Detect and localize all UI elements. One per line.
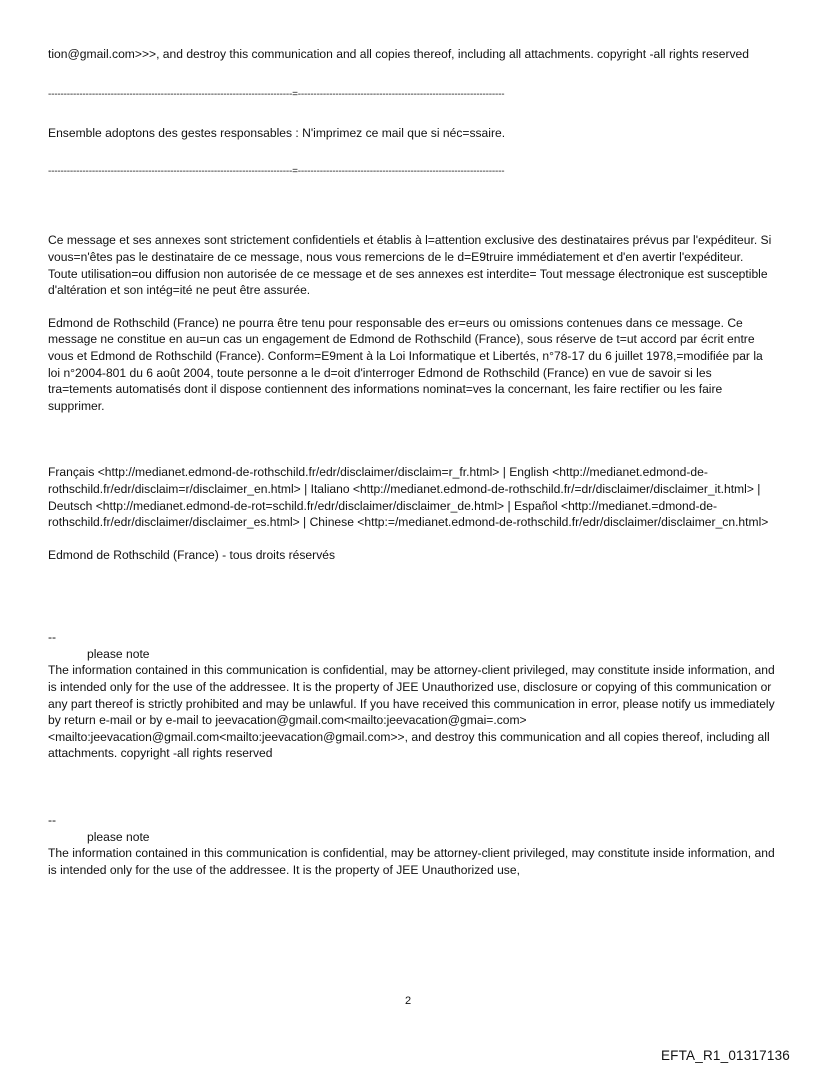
- confidentiality-notice: The information contained in this communication is confidential, may be attorney-client privileged, may constitute inside information, and is intended only for the use of the addressee. It is the property of JEE Unauthorized use, disclosure or copying of this communication or any part thereof is strictly prohibited and may be unlawful. If you have received this communication in error, please notify us immediately by return e-mail or by e-mail to jeevacation@gmail.com<mailto:jeevacation@gmai=.com><mailto:jeevacation@gmail.com<mailto:jeevacation@gmail.com>>, and destroy this communication and all copies thereof, including all attachments. copyright -all rights reserved: [48, 663, 775, 761]
- french-disclaimer-paragraph: Ce message et ses annexes sont strictement confidentiels et établis à l=attention exclusive des destinataires prévus par l'expéditeur. Si vous=n'êtes pas le destinataire de ce message, nous vous remercions de le d=E9truire immédiatement et d'en avertir l'expéditeur. Toute utilisation=ou diffusion non autorisée de ce message et de ses annexes est interdite= Tout message électronique est susceptible d'altération et son intég=ité ne peut être assurée.: [48, 233, 772, 298]
- page-number: 2: [404, 995, 412, 1007]
- separator-line: ------------------------------------------------------------------------------=------------------------------------------------------------------: [48, 165, 505, 177]
- signature-separator: --: [48, 813, 57, 828]
- language-links-paragraph: Français <http://medianet.edmond-de-rothschild.fr/edr/disclaimer/disclaim=r_fr.html> | English <http://medianet.edmond-de-rothschild.fr/edr/disclaim=r/disclaimer_en.html> | Italiano <http://medianet.edmond-de-rothschild.fr/=dr/disclaimer/disclaimer_it.html> | Deutsch <http://medianet.edmond-de-rot=schild.fr/edr/disclaimer/disclaimer_de.html> | Español <http://medianet.=dmond-de-rothschild.fr/edr/disclaimer/disclaimer_es.html> | Chinese <http:=/medianet.edmond-de-rothschild.fr/edr/disclaimer/disclaimer_cn.html>: [48, 465, 769, 530]
- signature-separator: --: [48, 630, 57, 645]
- document-body: [48, 46, 776, 878]
- please-note-label: please note: [87, 829, 150, 844]
- eco-notice: Ensemble adoptons des gestes responsables : N'imprimez ce mail que si néc=ssaire.: [48, 126, 506, 141]
- bates-number: EFTA_R1_01317136: [660, 1048, 790, 1063]
- confidentiality-notice-truncated: The information contained in this communication is confidential, may be attorney-client privileged, may constitute inside information, and is intended only for the use of the addressee. It is the property of JEE Unauthorized use,: [48, 846, 775, 877]
- opening-paragraph: tion@gmail.com>>>, and destroy this communication and all copies thereof, including all attachments. copyright -all rights reserved: [48, 47, 749, 61]
- french-liability-paragraph: Edmond de Rothschild (France) ne pourra être tenu pour responsable des er=eurs ou omissions contenues dans ce message. Ce message ne constitue en au=un cas un engagement de Edmond de Rothschild (France), sous réserve de t=ut accord par écrit entre vous et Edmond de Rothschild (France). Conform=E9ment à la Loi Informatique et Libertés, n°78-17 du 6 juillet 1978,=modifiée par la loi n°2004-801 du 6 août 2004, toute personne a le d=oit d'interroger Edmond de Rothschild (France) en vue de savoir si les tra=tements automatisés dont il dispose contiennent des informations nominat=ves la concernant, les faire rectifier ou les faire supprimer.: [48, 315, 763, 413]
- copyright-line: Edmond de Rothschild (France) - tous droits réservés: [48, 547, 336, 562]
- separator-line: ------------------------------------------------------------------------------=------------------------------------------------------------------: [48, 88, 505, 100]
- please-note-label: please note: [87, 646, 150, 661]
